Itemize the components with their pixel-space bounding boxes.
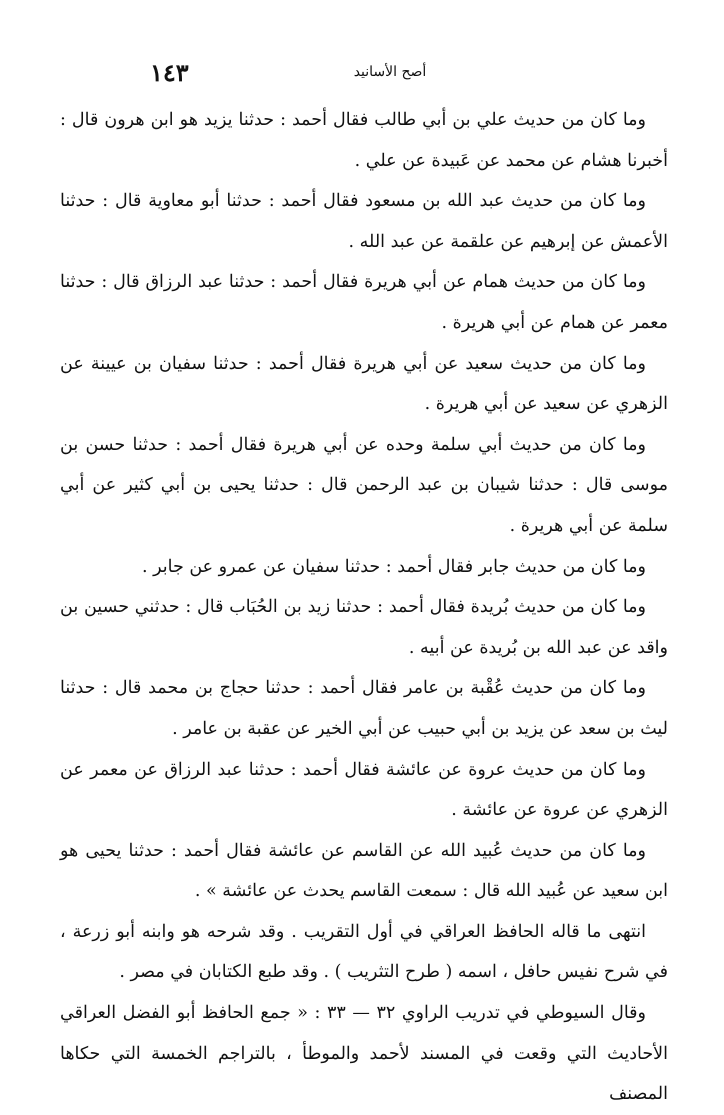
paragraph-abu-salama: وما كان من حديث أبي سلمة وحده عن أبي هريرة فقال أحمد : حدثنا حسن بن موسى قال : حدثنا شيبان بن عبد الرحمن قال : حدثنا يحيى بن أبي كثير عن أبي سلمة عن أبي هريرة . <box>60 434 668 536</box>
paragraph-iraqi-note: انتهى ما قاله الحافظ العراقي في أول التقريب . وقد شرحه هو وابنه أبو زرعة ، في شرح نفيس حافل ، اسمه ( طرح التثريب ) . وقد طبع الكتابان في مصر . <box>60 921 668 983</box>
paragraph-suyuti-quote: وقال السيوطي في تدريب الراوي ٣٢ — ٣٣ : « جمع الحافظ أبو الفضل العراقي الأحاديث التي وقعت في المسند لأحمد والموطأ ، بالتراجم الخمسة التي حكاها المصنف <box>60 1003 668 1105</box>
paragraph-hammam: وما كان من حديث همام عن أبي هريرة فقال أحمد : حدثنا عبد الرزاق قال : حدثنا معمر عن همام عن أبي هريرة . <box>60 272 668 333</box>
paragraph-ali: وما كان من حديث علي بن أبي طالب فقال أحمد : حدثنا يزيد هو ابن هرون قال : أخبرنا هشام عن محمد عن عَبيدة عن علي . <box>60 110 668 171</box>
paragraph-buraida: وما كان من حديث بُريدة فقال أحمد : حدثنا زيد بن الحُبَاب قال : حدثني حسين بن واقد عن عبد الله بن بُريدة عن أبيه . <box>60 597 668 658</box>
running-title: أصح الأسانيد <box>353 64 427 80</box>
body-text <box>60 100 668 1115</box>
page-number: ١٤٣ <box>150 58 189 87</box>
paragraph-jabir: وما كان من حديث جابر فقال أحمد : حدثنا سفيان عن عمرو عن جابر . <box>141 556 646 577</box>
page-header <box>0 58 724 90</box>
paragraph-said: وما كان من حديث سعيد عن أبي هريرة فقال أحمد : حدثنا سفيان بن عيينة عن الزهري عن سعيد عن أبي هريرة . <box>60 353 668 415</box>
paragraph-uqba: وما كان من حديث عُقْبة بن عامر فقال أحمد : حدثنا حجاج بن محمد قال : حدثنا ليث بن سعد عن يزيد بن أبي حبيب عن أبي الخير عن عقبة بن عامر . <box>60 678 668 739</box>
paragraph-ibn-masud: وما كان من حديث عبد الله بن مسعود فقال أحمد : حدثنا أبو معاوية قال : حدثنا الأعمش عن إبرهيم عن علقمة عن عبد الله . <box>60 191 668 252</box>
paragraph-ubaidullah: وما كان من حديث عُبيد الله عن القاسم عن عائشة فقال أحمد : حدثنا يحيى هو ابن سعيد عن عُبيد الله قال : سمعت القاسم يحدث عن عائشة » . <box>60 840 668 902</box>
paragraph-urwa: وما كان من حديث عروة عن عائشة فقال أحمد : حدثنا عبد الرزاق عن معمر عن الزهري عن عروة عن عائشة . <box>60 759 668 821</box>
